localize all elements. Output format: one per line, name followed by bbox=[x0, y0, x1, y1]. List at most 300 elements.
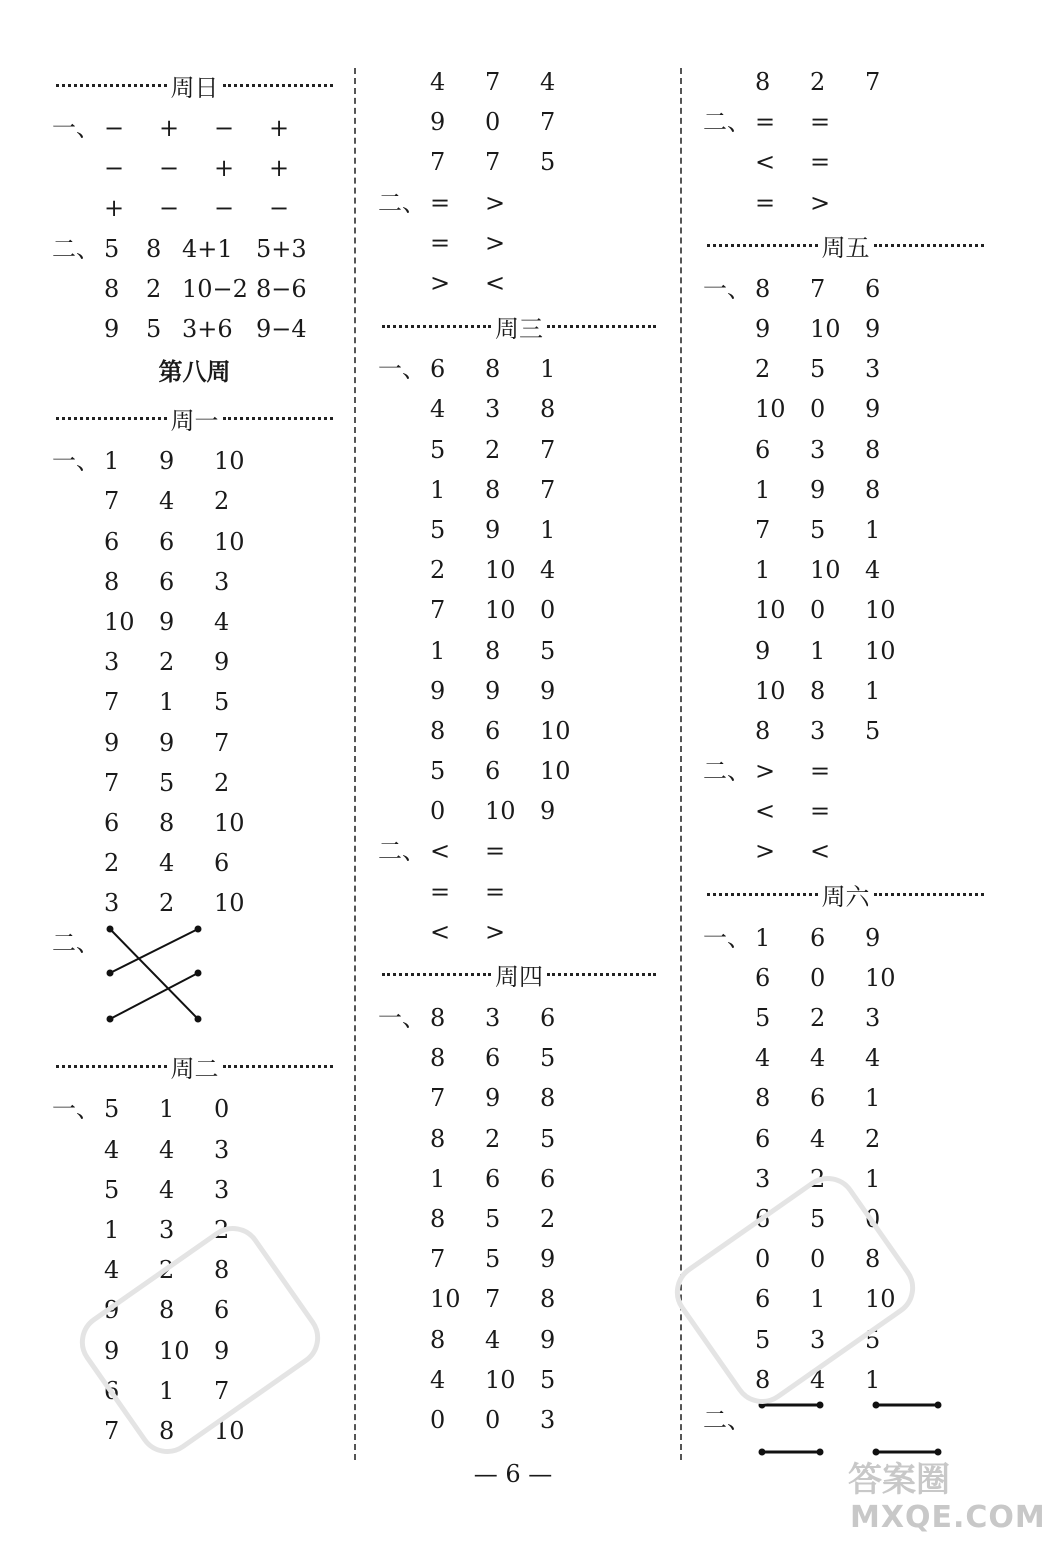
answer-cell: 10 bbox=[865, 1285, 896, 1314]
answer-row bbox=[703, 389, 988, 429]
answer-cell: 4+1 bbox=[182, 234, 233, 263]
answer-cell: − bbox=[214, 194, 235, 223]
answer-cell: 9 bbox=[159, 607, 175, 636]
answer-cell: 4 bbox=[430, 1365, 446, 1394]
answer-cell: 9 bbox=[540, 1245, 556, 1274]
answer-cell: 3 bbox=[810, 435, 826, 464]
section-label: 一、 bbox=[378, 1004, 426, 1033]
answer-cell: 4 bbox=[104, 1256, 120, 1285]
answer-cell: 8 bbox=[485, 475, 501, 504]
segment-endpoint bbox=[759, 1448, 766, 1455]
day-header-monday bbox=[52, 395, 337, 441]
answer-cell: 5 bbox=[430, 757, 446, 786]
answer-row bbox=[703, 550, 988, 590]
answer-row bbox=[52, 562, 337, 602]
answer-row bbox=[378, 791, 660, 831]
answer-cell: − bbox=[269, 194, 290, 223]
answer-cell: < bbox=[755, 797, 776, 826]
answer-cell: 4 bbox=[755, 1044, 771, 1073]
watermark-logo: 答案圈 bbox=[848, 1460, 950, 1500]
answer-row bbox=[703, 590, 988, 630]
answer-cell: 1 bbox=[865, 676, 881, 705]
answer-row bbox=[378, 711, 660, 751]
answer-cell: 6 bbox=[865, 274, 881, 303]
watermark-url: MXQE.COM bbox=[850, 1500, 1046, 1535]
answer-cell: 7 bbox=[485, 68, 501, 97]
answer-row bbox=[378, 1038, 660, 1078]
answer-cell: 10 bbox=[865, 963, 896, 992]
answer-row bbox=[378, 831, 660, 871]
answer-row bbox=[703, 349, 988, 389]
answer-cell: 9 bbox=[104, 728, 120, 757]
answer-cell: 8 bbox=[865, 475, 881, 504]
answer-cell: 10−2 bbox=[182, 274, 248, 303]
answer-row bbox=[378, 550, 660, 590]
answer-row bbox=[378, 263, 660, 303]
answer-row bbox=[703, 791, 988, 831]
answer-row bbox=[703, 1119, 988, 1159]
dotted-rule bbox=[56, 417, 167, 420]
answer-cell: 7 bbox=[540, 475, 556, 504]
answer-cell: 8 bbox=[865, 435, 881, 464]
answer-cell: 8 bbox=[159, 1416, 175, 1445]
answer-row bbox=[703, 918, 988, 958]
answer-cell: 7 bbox=[214, 728, 230, 757]
answer-cell: 9 bbox=[159, 728, 175, 757]
answer-cell: 5 bbox=[755, 1004, 771, 1033]
answer-cell: 5 bbox=[755, 1325, 771, 1354]
day-header-friday bbox=[703, 223, 988, 269]
answer-cell: 3 bbox=[214, 567, 230, 596]
answer-cell: 10 bbox=[159, 1336, 190, 1365]
answer-cell: 2 bbox=[810, 1164, 826, 1193]
answer-cell: 5 bbox=[485, 1204, 501, 1233]
dotted-rule bbox=[56, 84, 167, 87]
answer-cell: 7 bbox=[104, 1416, 120, 1445]
answer-cell: 3 bbox=[214, 1175, 230, 1204]
answer-cell: 9 bbox=[540, 1325, 556, 1354]
answer-cell: = bbox=[430, 228, 451, 257]
answer-cell: 6 bbox=[430, 355, 446, 384]
answer-row bbox=[378, 1360, 660, 1400]
answer-row bbox=[703, 183, 988, 223]
answer-cell: 9 bbox=[810, 475, 826, 504]
answer-cell: 2 bbox=[540, 1204, 556, 1233]
answer-cell: 8 bbox=[865, 1245, 881, 1274]
answer-cell: 10 bbox=[214, 1416, 245, 1445]
answer-cell: 2 bbox=[430, 556, 446, 585]
answer-cell: 10 bbox=[540, 757, 571, 786]
answer-cell: 1 bbox=[810, 1285, 826, 1314]
answer-cell: < bbox=[755, 148, 776, 177]
answer-cell: 6 bbox=[755, 963, 771, 992]
answer-row bbox=[52, 188, 337, 228]
answer-column-2 bbox=[378, 62, 660, 1440]
answer-row bbox=[378, 183, 660, 223]
answer-row bbox=[52, 642, 337, 682]
answer-cell: 6 bbox=[485, 1044, 501, 1073]
matching-lines-diagram bbox=[102, 923, 212, 1038]
answer-cell: > bbox=[485, 228, 506, 257]
answer-cell: 2 bbox=[159, 648, 175, 677]
answer-cell: 9 bbox=[104, 1296, 120, 1325]
answer-cell: 4 bbox=[540, 68, 556, 97]
answer-cell: 8 bbox=[430, 1044, 446, 1073]
answer-cell: 0 bbox=[214, 1095, 230, 1124]
answer-cell: 3 bbox=[810, 716, 826, 745]
answer-cell: 10 bbox=[104, 607, 135, 636]
answer-cell: 0 bbox=[755, 1245, 771, 1274]
answer-cell: = bbox=[810, 148, 831, 177]
answer-cell: 7 bbox=[540, 435, 556, 464]
answer-cell: 9 bbox=[540, 797, 556, 826]
answer-column-1 bbox=[52, 62, 337, 1451]
answer-cell: − bbox=[159, 194, 180, 223]
section-label: 一、 bbox=[52, 447, 100, 476]
answer-row bbox=[52, 1130, 337, 1170]
answer-row bbox=[52, 843, 337, 883]
answer-cell: 2 bbox=[214, 487, 230, 516]
answer-cell: 5 bbox=[104, 1175, 120, 1204]
answer-cell: 6 bbox=[159, 567, 175, 596]
match-dot bbox=[107, 970, 114, 977]
answer-cell: 3 bbox=[485, 1004, 501, 1033]
answer-cell: 2 bbox=[159, 1256, 175, 1285]
answer-row bbox=[703, 1038, 988, 1078]
answer-cell: > bbox=[485, 188, 506, 217]
answer-cell: > bbox=[485, 917, 506, 946]
answer-cell: 8 bbox=[159, 808, 175, 837]
segment-endpoint bbox=[935, 1401, 942, 1408]
answer-cell: 6 bbox=[755, 1285, 771, 1314]
answer-row bbox=[378, 1279, 660, 1319]
week-title: 第八周 bbox=[158, 358, 231, 387]
match-dot bbox=[195, 926, 202, 933]
answer-cell: 0 bbox=[810, 395, 826, 424]
answer-cell: = bbox=[430, 877, 451, 906]
answer-cell: 1 bbox=[430, 636, 446, 665]
answer-row bbox=[378, 1078, 660, 1118]
answer-cell: 1 bbox=[159, 1095, 175, 1124]
answer-cell: 4 bbox=[159, 487, 175, 516]
answer-row bbox=[52, 1170, 337, 1210]
answer-row bbox=[52, 481, 337, 521]
answer-row bbox=[378, 1119, 660, 1159]
answer-cell: + bbox=[104, 194, 125, 223]
answer-cell: + bbox=[269, 114, 290, 143]
dotted-rule bbox=[547, 973, 656, 976]
answer-cell: 8 bbox=[485, 355, 501, 384]
match-dot bbox=[107, 926, 114, 933]
answer-row bbox=[378, 389, 660, 429]
answer-row bbox=[703, 630, 988, 670]
answer-cell: 6 bbox=[810, 1084, 826, 1113]
answer-row bbox=[703, 958, 988, 998]
answer-row bbox=[703, 102, 988, 142]
answer-cell: 2 bbox=[214, 1216, 230, 1245]
answer-cell: 7 bbox=[104, 768, 120, 797]
answer-cell: 7 bbox=[540, 108, 556, 137]
answer-cell: 7 bbox=[214, 1376, 230, 1405]
answer-row bbox=[378, 912, 660, 952]
answer-cell: 1 bbox=[865, 1084, 881, 1113]
answer-cell: 10 bbox=[540, 716, 571, 745]
answer-cell: 2 bbox=[865, 1124, 881, 1153]
answer-cell: + bbox=[159, 114, 180, 143]
answer-cell: 10 bbox=[214, 808, 245, 837]
answer-cell: 8 bbox=[540, 1285, 556, 1314]
answer-cell: 2 bbox=[485, 435, 501, 464]
answer-cell: 3 bbox=[755, 1164, 771, 1193]
answer-cell: 1 bbox=[755, 556, 771, 585]
answer-cell: < bbox=[810, 837, 831, 866]
dotted-rule bbox=[874, 244, 985, 247]
answer-row bbox=[703, 751, 988, 791]
answer-cell: − bbox=[159, 154, 180, 183]
answer-cell: 2 bbox=[810, 68, 826, 97]
answer-cell: 10 bbox=[810, 556, 841, 585]
answer-cell: 7 bbox=[104, 487, 120, 516]
answer-cell: 9 bbox=[214, 648, 230, 677]
answer-cell: 5 bbox=[214, 688, 230, 717]
answer-cell: 8 bbox=[430, 1325, 446, 1354]
answer-cell: 5 bbox=[810, 355, 826, 384]
day-title: 周六 bbox=[821, 883, 870, 912]
answer-cell: > bbox=[755, 757, 776, 786]
answer-row bbox=[378, 223, 660, 263]
answer-cell: 1 bbox=[430, 475, 446, 504]
answer-cell: 1 bbox=[159, 688, 175, 717]
answer-cell: 10 bbox=[214, 527, 245, 556]
page-number: — 6 — bbox=[473, 1460, 553, 1488]
answer-cell: 1 bbox=[865, 515, 881, 544]
answer-cell: 8 bbox=[159, 1296, 175, 1325]
answer-row bbox=[378, 671, 660, 711]
answer-cell: 0 bbox=[810, 1245, 826, 1274]
answer-cell: 4 bbox=[159, 1175, 175, 1204]
answer-cell: 2 bbox=[810, 1004, 826, 1033]
answer-cell: 1 bbox=[865, 1365, 881, 1394]
answer-cell: 6 bbox=[104, 1376, 120, 1405]
answer-cell: 7 bbox=[430, 596, 446, 625]
answer-row bbox=[703, 309, 988, 349]
answer-cell: 1 bbox=[104, 1216, 120, 1245]
answer-row bbox=[52, 602, 337, 642]
answer-cell: 3 bbox=[865, 355, 881, 384]
answer-cell: < bbox=[485, 269, 506, 298]
answer-cell: 9 bbox=[430, 108, 446, 137]
answer-cell: 7 bbox=[755, 515, 771, 544]
answer-cell: 10 bbox=[214, 447, 245, 476]
answer-cell: 5 bbox=[159, 768, 175, 797]
answer-row bbox=[378, 630, 660, 670]
answer-cell: 9 bbox=[485, 1084, 501, 1113]
answer-cell: 10 bbox=[485, 797, 516, 826]
section-label: 二、 bbox=[52, 234, 100, 263]
answer-cell: 5 bbox=[485, 1245, 501, 1274]
answer-cell: > bbox=[810, 188, 831, 217]
answer-row bbox=[703, 470, 988, 510]
answer-cell: 6 bbox=[755, 1124, 771, 1153]
section-label: 一、 bbox=[703, 274, 751, 303]
answer-cell: 0 bbox=[430, 1405, 446, 1434]
answer-cell: 8 bbox=[810, 676, 826, 705]
dotted-rule bbox=[56, 1065, 167, 1068]
answer-cell: 6 bbox=[485, 1164, 501, 1193]
line-segments-diagram bbox=[748, 1400, 948, 1460]
answer-row bbox=[703, 1078, 988, 1118]
dotted-rule bbox=[382, 973, 491, 976]
answer-cell: 7 bbox=[810, 274, 826, 303]
dotted-rule bbox=[382, 325, 491, 328]
answer-cell: 8 bbox=[540, 1084, 556, 1113]
answer-cell: 3+6 bbox=[182, 315, 233, 344]
answer-cell: 2 bbox=[755, 355, 771, 384]
answer-row bbox=[703, 831, 988, 871]
answer-cell: 3 bbox=[104, 889, 120, 918]
dotted-rule bbox=[874, 893, 985, 896]
answer-cell: 0 bbox=[430, 797, 446, 826]
answer-cell: 5 bbox=[540, 1044, 556, 1073]
answer-cell: 6 bbox=[755, 1204, 771, 1233]
answer-row bbox=[703, 671, 988, 711]
dotted-rule bbox=[223, 417, 334, 420]
day-title: 周四 bbox=[495, 963, 543, 992]
answer-cell: 6 bbox=[540, 1164, 556, 1193]
answer-cell: 5 bbox=[430, 435, 446, 464]
answer-cell: 4 bbox=[810, 1044, 826, 1073]
answer-cell: 4 bbox=[159, 849, 175, 878]
answer-cell: 10 bbox=[430, 1285, 461, 1314]
answer-row bbox=[52, 269, 337, 309]
answer-cell: 0 bbox=[540, 596, 556, 625]
answer-row bbox=[378, 62, 660, 102]
answer-row bbox=[378, 349, 660, 389]
day-header-tuesday bbox=[52, 1043, 337, 1089]
answer-cell: 8 bbox=[430, 1204, 446, 1233]
answer-cell: 4 bbox=[159, 1135, 175, 1164]
answer-cell: 3 bbox=[485, 395, 501, 424]
day-header-thursday bbox=[378, 952, 660, 998]
answer-cell: 5 bbox=[540, 1365, 556, 1394]
answer-cell: 1 bbox=[104, 447, 120, 476]
answer-cell: + bbox=[269, 154, 290, 183]
answer-row bbox=[52, 1089, 337, 1129]
answer-row bbox=[378, 470, 660, 510]
answer-cell: 6 bbox=[104, 808, 120, 837]
answer-row bbox=[52, 148, 337, 188]
dotted-rule bbox=[223, 84, 334, 87]
answer-cell: 8 bbox=[485, 636, 501, 665]
section-label: 一、 bbox=[378, 355, 426, 384]
answer-cell: 0 bbox=[810, 596, 826, 625]
answer-cell: 0 bbox=[485, 1405, 501, 1434]
answer-row bbox=[52, 309, 337, 349]
dotted-rule bbox=[547, 325, 656, 328]
answer-cell: 1 bbox=[540, 515, 556, 544]
answer-row bbox=[378, 1199, 660, 1239]
answer-cell: 7 bbox=[865, 68, 881, 97]
answer-row bbox=[52, 763, 337, 803]
answer-cell: 7 bbox=[430, 1084, 446, 1113]
day-title: 周二 bbox=[170, 1054, 219, 1083]
answer-cell: 3 bbox=[865, 1004, 881, 1033]
answer-cell: = bbox=[810, 757, 831, 786]
answer-cell: 10 bbox=[755, 676, 786, 705]
answer-cell: 5 bbox=[540, 148, 556, 177]
answer-cell: 4 bbox=[865, 1044, 881, 1073]
answer-row bbox=[378, 1319, 660, 1359]
answer-cell: 4 bbox=[214, 607, 230, 636]
answer-cell: 1 bbox=[810, 636, 826, 665]
answer-cell: 2 bbox=[146, 274, 162, 303]
answer-cell: 8−6 bbox=[256, 274, 307, 303]
answer-cell: 2 bbox=[485, 1124, 501, 1153]
answer-row bbox=[378, 102, 660, 142]
section-label: 二、 bbox=[378, 837, 426, 866]
answer-cell: 1 bbox=[755, 923, 771, 952]
answer-cell: 0 bbox=[485, 108, 501, 137]
answer-cell: 4 bbox=[430, 395, 446, 424]
answer-cell: 10 bbox=[755, 395, 786, 424]
answer-cell: 6 bbox=[214, 849, 230, 878]
answer-cell: < bbox=[430, 837, 451, 866]
answer-cell: − bbox=[104, 154, 125, 183]
answer-cell: 4 bbox=[810, 1124, 826, 1153]
answer-cell: 9 bbox=[159, 447, 175, 476]
answer-row bbox=[703, 998, 988, 1038]
answer-cell: 10 bbox=[755, 596, 786, 625]
answer-cell: 9 bbox=[755, 636, 771, 665]
answer-cell: 8 bbox=[214, 1256, 230, 1285]
answer-cell: 3 bbox=[104, 648, 120, 677]
answer-row bbox=[378, 590, 660, 630]
answer-cell: 9 bbox=[485, 515, 501, 544]
answer-cell: 8 bbox=[430, 1124, 446, 1153]
answer-cell: 7 bbox=[430, 1245, 446, 1274]
answer-cell: 2 bbox=[104, 849, 120, 878]
answer-cell: < bbox=[430, 917, 451, 946]
answer-cell: 5 bbox=[810, 1204, 826, 1233]
answer-cell: 10 bbox=[810, 315, 841, 344]
answer-cell: 9 bbox=[430, 676, 446, 705]
answer-row bbox=[52, 522, 337, 562]
answer-cell: 8 bbox=[755, 1084, 771, 1113]
answer-row bbox=[52, 883, 337, 923]
answer-cell: 2 bbox=[159, 889, 175, 918]
answer-cell: 9 bbox=[104, 1336, 120, 1365]
answer-cell: 3 bbox=[159, 1216, 175, 1245]
segment-endpoint bbox=[817, 1448, 824, 1455]
answer-cell: 5 bbox=[540, 636, 556, 665]
answer-cell: 5 bbox=[540, 1124, 556, 1153]
answer-row bbox=[378, 142, 660, 182]
answer-row bbox=[703, 142, 988, 182]
answer-row bbox=[378, 510, 660, 550]
section-label: 二、 bbox=[703, 108, 751, 137]
answer-cell: 8 bbox=[755, 716, 771, 745]
answer-cell: 10 bbox=[485, 556, 516, 585]
answer-cell: = bbox=[810, 797, 831, 826]
answer-cell: 10 bbox=[485, 596, 516, 625]
day-title: 周三 bbox=[495, 314, 543, 343]
answer-cell: 6 bbox=[159, 527, 175, 556]
answer-cell: 1 bbox=[159, 1376, 175, 1405]
match-dot bbox=[107, 1016, 114, 1023]
answer-cell: 5 bbox=[104, 234, 120, 263]
answer-row bbox=[52, 229, 337, 269]
answer-cell: 7 bbox=[430, 148, 446, 177]
